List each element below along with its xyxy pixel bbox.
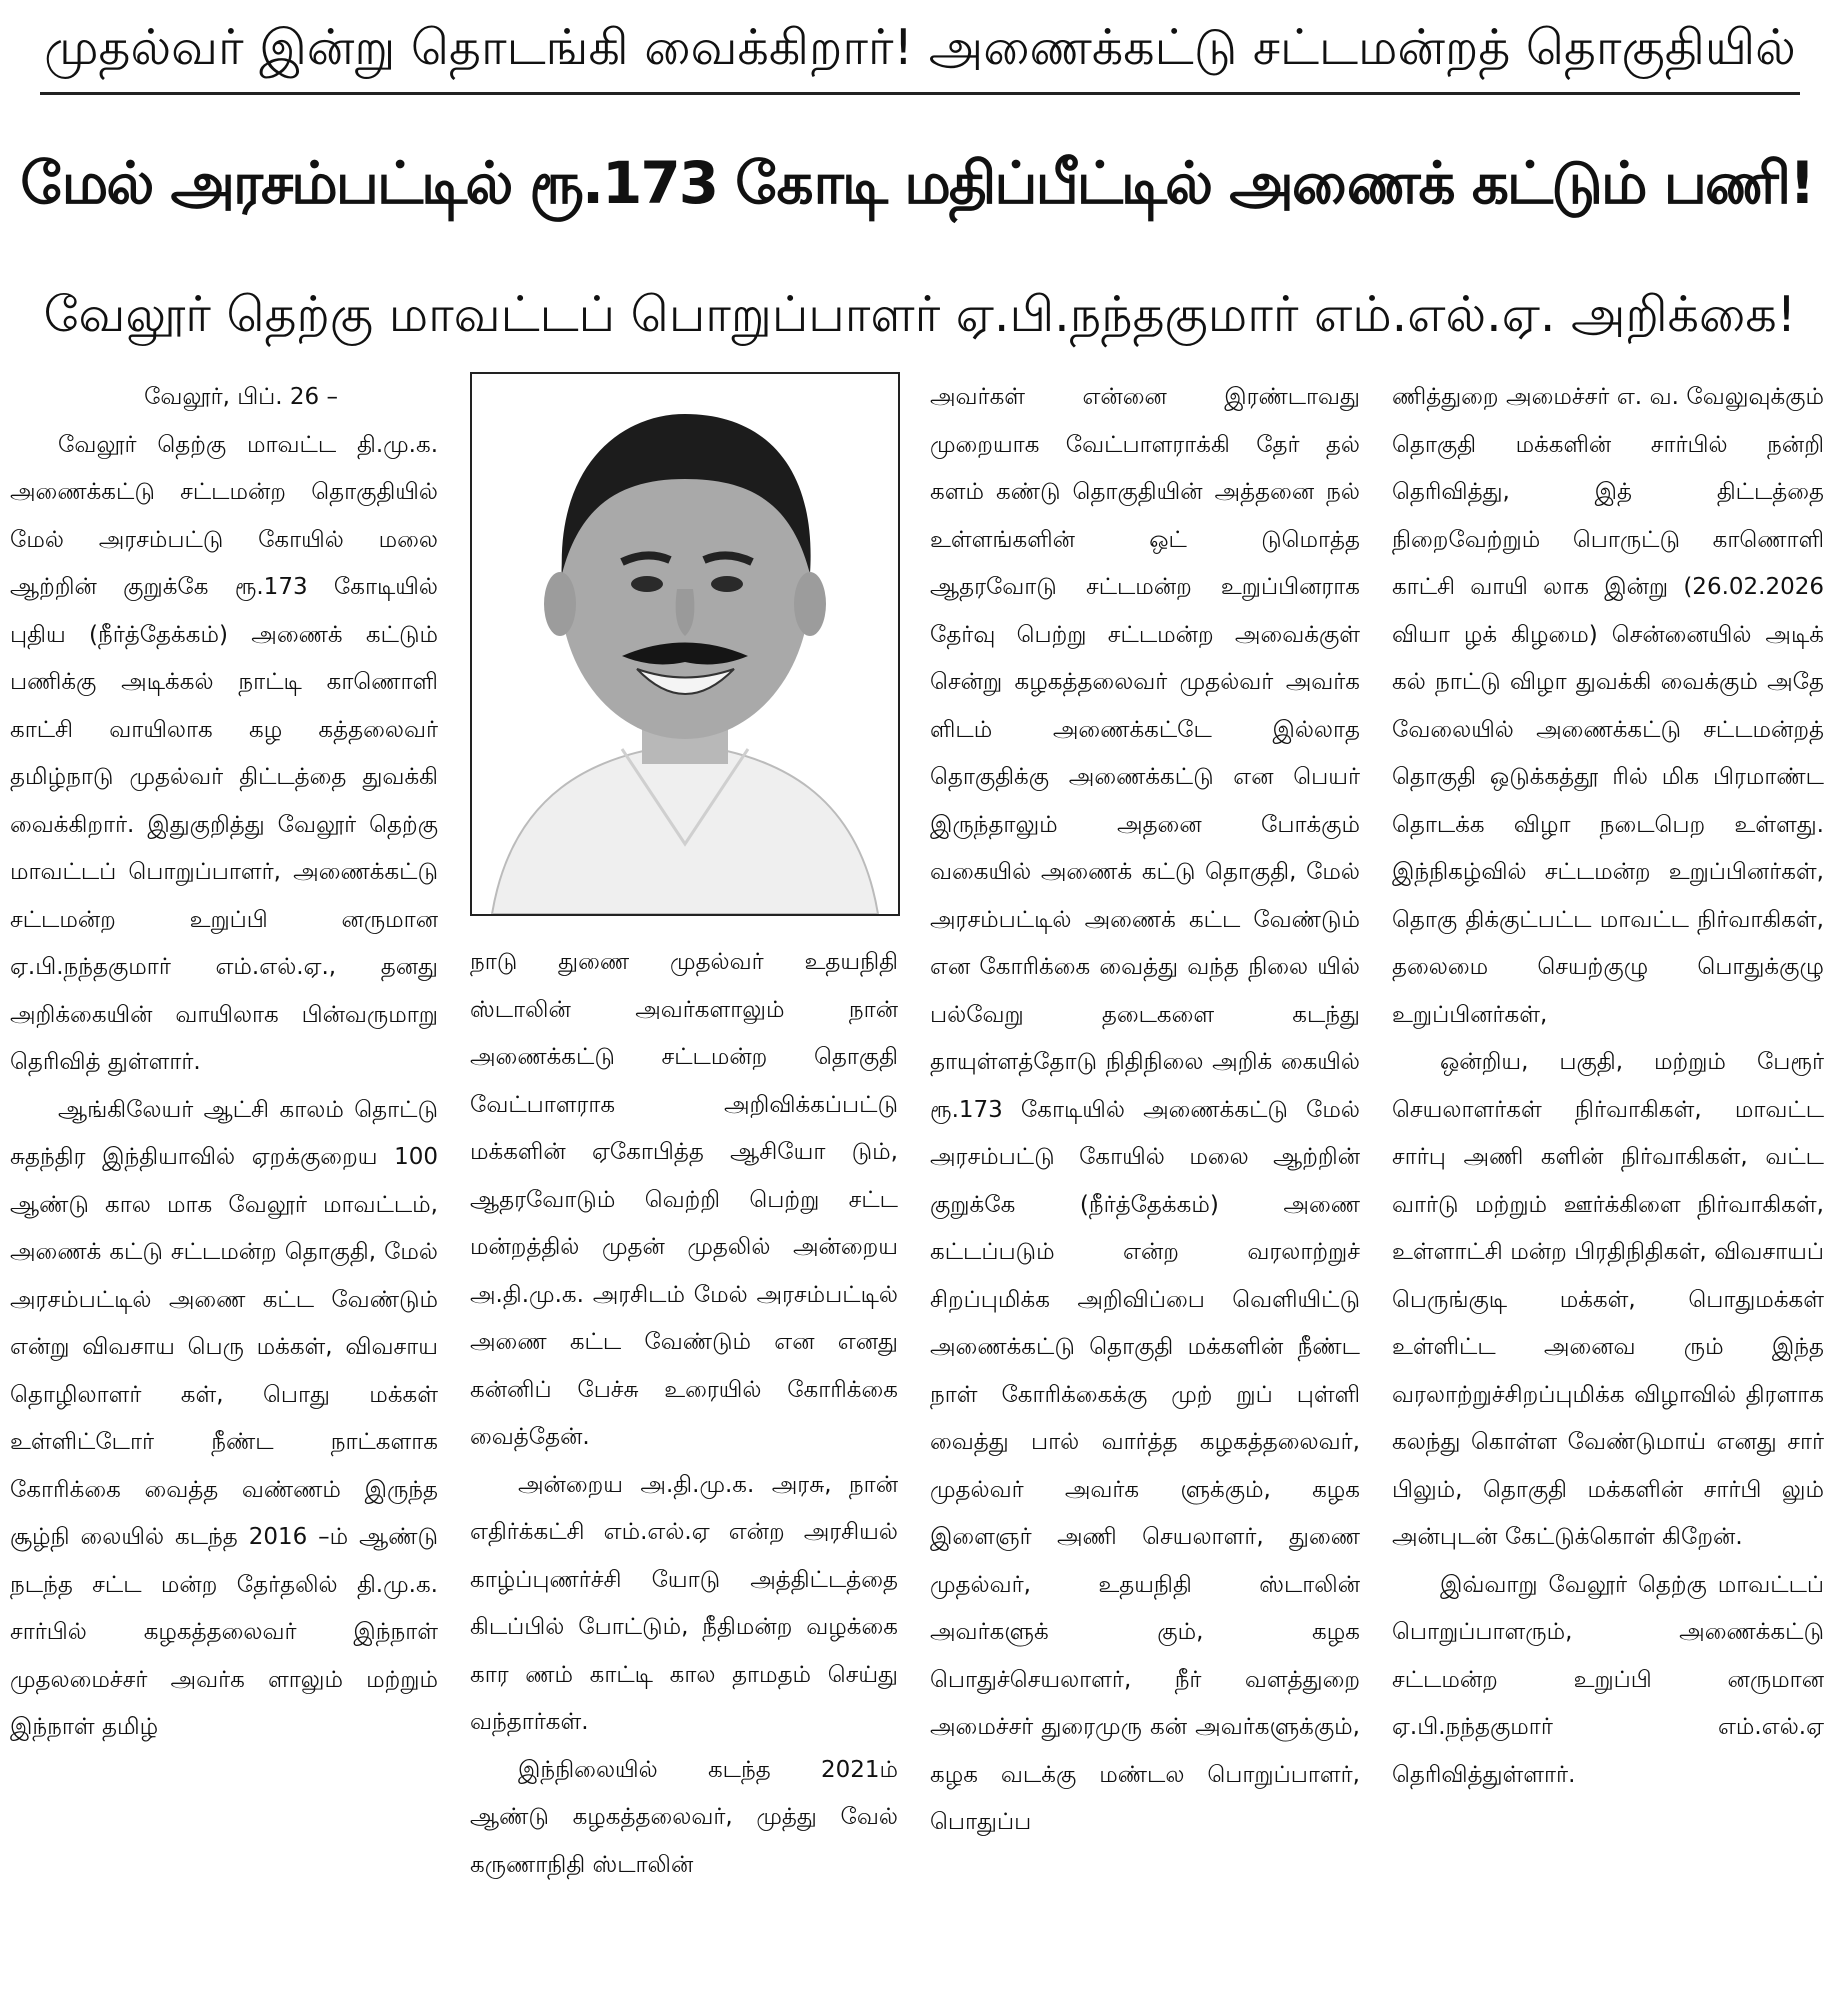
kicker-headline: முதல்வர் இன்று தொடங்கி வைக்கிறார்! அணைக்கட்டு சட்டமன்றத் தொகுதியில் <box>44 19 1796 76</box>
dateline: வேலூர், பிப். 26 – <box>144 384 338 410</box>
article-column-1 <box>10 374 438 1994</box>
portrait-photo <box>470 372 900 916</box>
main-headline: மேல் அரசம்பட்டில் ரூ.173 கோடி மதிப்பீட்டில் அணைக் கட்டும் பணி! <box>20 149 1814 217</box>
paragraph: வேலூர் தெற்கு மாவட்ட தி.மு.க. அணைக்கட்டு சட்டமன்ற தொகுதியில் மேல் அரசம்பட்டு கோயில் மலை ஆற்றின் குறுக்கே ரூ.173 கோடியில் புதிய (நீர்த்தேக்கம்) அணைக் கட்டும் பணிக்கு அடிக்கல் நாட்டி காணொளி காட்சி வாயிலாக கழ கத்தலைவர் தமிழ்நாடு முதல்வர் திட்டத்தை துவக்கி வைக்கிறார். இதுகுறித்து வேலூர் தெற்கு மாவட்டப் பொறுப்பாளர், அணைக்கட்டு சட்டமன்ற உறுப்பி னருமான ஏ.பி.நந்தகுமார் எம்.எல்.ஏ., தனது அறிக்கையின் வாயிலாக பின்வருமாறு தெரிவித் துள்ளார். <box>10 431 438 1075</box>
paragraph: இவ்வாறு வேலூர் தெற்கு மாவட்டப் பொறுப்பாளரும், அணைக்கட்டு சட்டமன்ற உறுப்பி னருமான ஏ.பி.நந்தகுமார் எம்.எல்.ஏ தெரிவித்துள்ளார். <box>1392 1571 1824 1788</box>
article-column-2 <box>470 939 898 1994</box>
article-column-4 <box>1392 374 1824 1994</box>
portrait-photo-icon <box>472 374 898 914</box>
article-column-3 <box>930 374 1360 1994</box>
paragraph: ணித்துறை அமைச்சர் எ. வ. வேலுவுக்கும் தொகுதி மக்களின் சார்பில் நன்றி தெரிவித்து, இத் திட்டத்தை நிறைவேற்றும் பொருட்டு காணொளி காட்சி வாயி லாக இன்று (26.02.2026 வியா ழக் கிழமை) சென்னையில் அடிக் கல் நாட்டு விழா துவக்கி வைக்கும் அதே வேலையில் அணைக்கட்டு சட்டமன்றத் தொகுதி ஒடுக்கத்தூ ரில் மிக பிரமாண்ட தொடக்க விழா நடைபெற உள்ளது. இந்நிகழ்வில் சட்டமன்ற உறுப்பினர்கள், தொகு திக்குட்பட்ட மாவட்ட நிர்வாகிகள், தலைமை செயற்குழு பொதுக்குழு உறுப்பினர்கள், <box>1392 384 1824 1028</box>
paragraph: நாடு துணை முதல்வர் உதயநிதி ஸ்டாலின் அவர்களாலும் நான் அணைக்கட்டு சட்டமன்ற தொகுதி வேட்பாளராக அறிவிக்கப்பட்டு மக்களின் ஏகோபித்த ஆசியோ டும், ஆதரவோடும் வெற்றி பெற்று சட்ட மன்றத்தில் முதன் முதலில் அன்றைய அ.தி.மு.க. அரசிடம் மேல் அரசம்பட்டில் அணை கட்ட வேண்டும் என எனது கன்னிப் பேச்சு உரையில் கோரிக்கை வைத்தேன். <box>470 949 898 1450</box>
paragraph: ஆங்கிலேயர் ஆட்சி காலம் தொட்டு சுதந்திர இந்தியாவில் ஏறக்குறைய 100 ஆண்டு கால மாக வேலூர் மாவட்டம், அணைக் கட்டு சட்டமன்ற தொகுதி, மேல் அரசம்பட்டில் அணை கட்ட வேண்டும் என்று விவசாய பெரு மக்கள், விவசாய தொழிலாளர் கள், பொது மக்கள் உள்ளிட்டோர் நீண்ட நாட்களாக கோரிக்கை வைத்த வண்ணம் இருந்த சூழ்நி லையில் கடந்த 2016 –ம் ஆண்டு நடந்த சட்ட மன்ற தேர்தலில் தி.மு.க. சார்பில் கழகத்தலைவர் இந்நாள் முதலமைச்சர் அவர்க ளாலும் மற்றும் இந்நாள் தமிழ் <box>10 1096 438 1740</box>
paragraph: அன்றைய அ.தி.மு.க. அரசு, நான் எதிர்க்கட்சி எம்.எல்.ஏ என்ற அரசியல் காழ்ப்புணர்ச்சி யோடு அத்திட்டத்தை கிடப்பில் போட்டும், நீதிமன்ற வழக்கை கார ணம் காட்டி கால தாமதம் செய்து வந்தார்கள். <box>470 1471 898 1735</box>
sub-headline: வேலூர் தெற்கு மாவட்டப் பொறுப்பாளர் ஏ.பி.நந்தகுமார் எம்.எல்.ஏ. அறிக்கை! <box>43 286 1797 343</box>
paragraph: இந்நிலையில் கடந்த 2021ம் ஆண்டு கழகத்தலைவர், முத்து வேல் கருணாநிதி ஸ்டாலின் <box>470 1756 898 1878</box>
paragraph: ஒன்றிய, பகுதி, மற்றும் பேரூர் செயலாளர்கள் நிர்வாகிகள், மாவட்ட சார்பு அணி களின் நிர்வாகிகள், வட்ட வார்டு மற்றும் ஊர்க்கிளை நிர்வாகிகள், உள்ளாட்சி மன்ற பிரதிநிதிகள், விவசாயப் பெருங்குடி மக்கள், பொதுமக்கள் உள்ளிட்ட அனைவ ரும் இந்த வரலாற்றுச்சிறப்புமிக்க விழாவில் திரளாக கலந்து கொள்ள வேண்டுமாய் எனது சார் பிலும், தொகுதி மக்களின் சார்பி லும் அன்புடன் கேட்டுக்கொள் கிறேன். <box>1392 1049 1824 1550</box>
paragraph: அவர்கள் என்னை இரண்டாவது முறையாக வேட்பாளராக்கி தேர் தல் களம் கண்டு தொகுதியின் அத்தனை நல் உள்ளங்களின் ஒட் டுமொத்த ஆதரவோடு சட்டமன்ற உறுப்பினராக தேர்வு பெற்று சட்டமன்ற அவைக்குள் சென்று கழகத்தலைவர் முதல்வர் அவர்க ளிடம் அணைக்கட்டே இல்லாத தொகுதிக்கு அணைக்கட்டு என பெயர் இருந்தாலும் அதனை போக்கும் வகையில் அணைக் கட்டு தொகுதி, மேல் அரசம்பட்டில் அணைக் கட்ட வேண்டும் என கோரிக்கை வைத்து வந்த நிலை யில் பல்வேறு தடைகளை கடந்து தாயுள்ளத்தோடு நிதிநிலை அறிக் கையில் ரூ.173 கோடியில் அணைக்கட்டு மேல் அரசம்பட்டு கோயில் மலை ஆற்றின் குறுக்கே (நீர்த்தேக்கம்) அணை கட்டப்படும் என்ற வரலாற்றுச் சிறப்புமிக்க அறிவிப்பை வெளியிட்டு அணைக்கட்டு தொகுதி மக்களின் நீண்ட நாள் கோரிக்கைக்கு முற் றுப் புள்ளி வைத்து பால் வார்த்த கழகத்தலைவர், முதல்வர் அவர்க ளுக்கும், கழக இளைஞர் அணி செயலாளர், துணை முதல்வர், உதயநிதி ஸ்டாலின் அவர்களுக் கும், கழக பொதுச்செயலாளர், நீர் வளத்துறை அமைச்சர் துரைமுரு கன் அவர்களுக்கும், கழக வடக்கு மண்டல பொறுப்பாளர், பொதுப்ப <box>930 384 1360 1835</box>
header-divider <box>40 92 1800 95</box>
